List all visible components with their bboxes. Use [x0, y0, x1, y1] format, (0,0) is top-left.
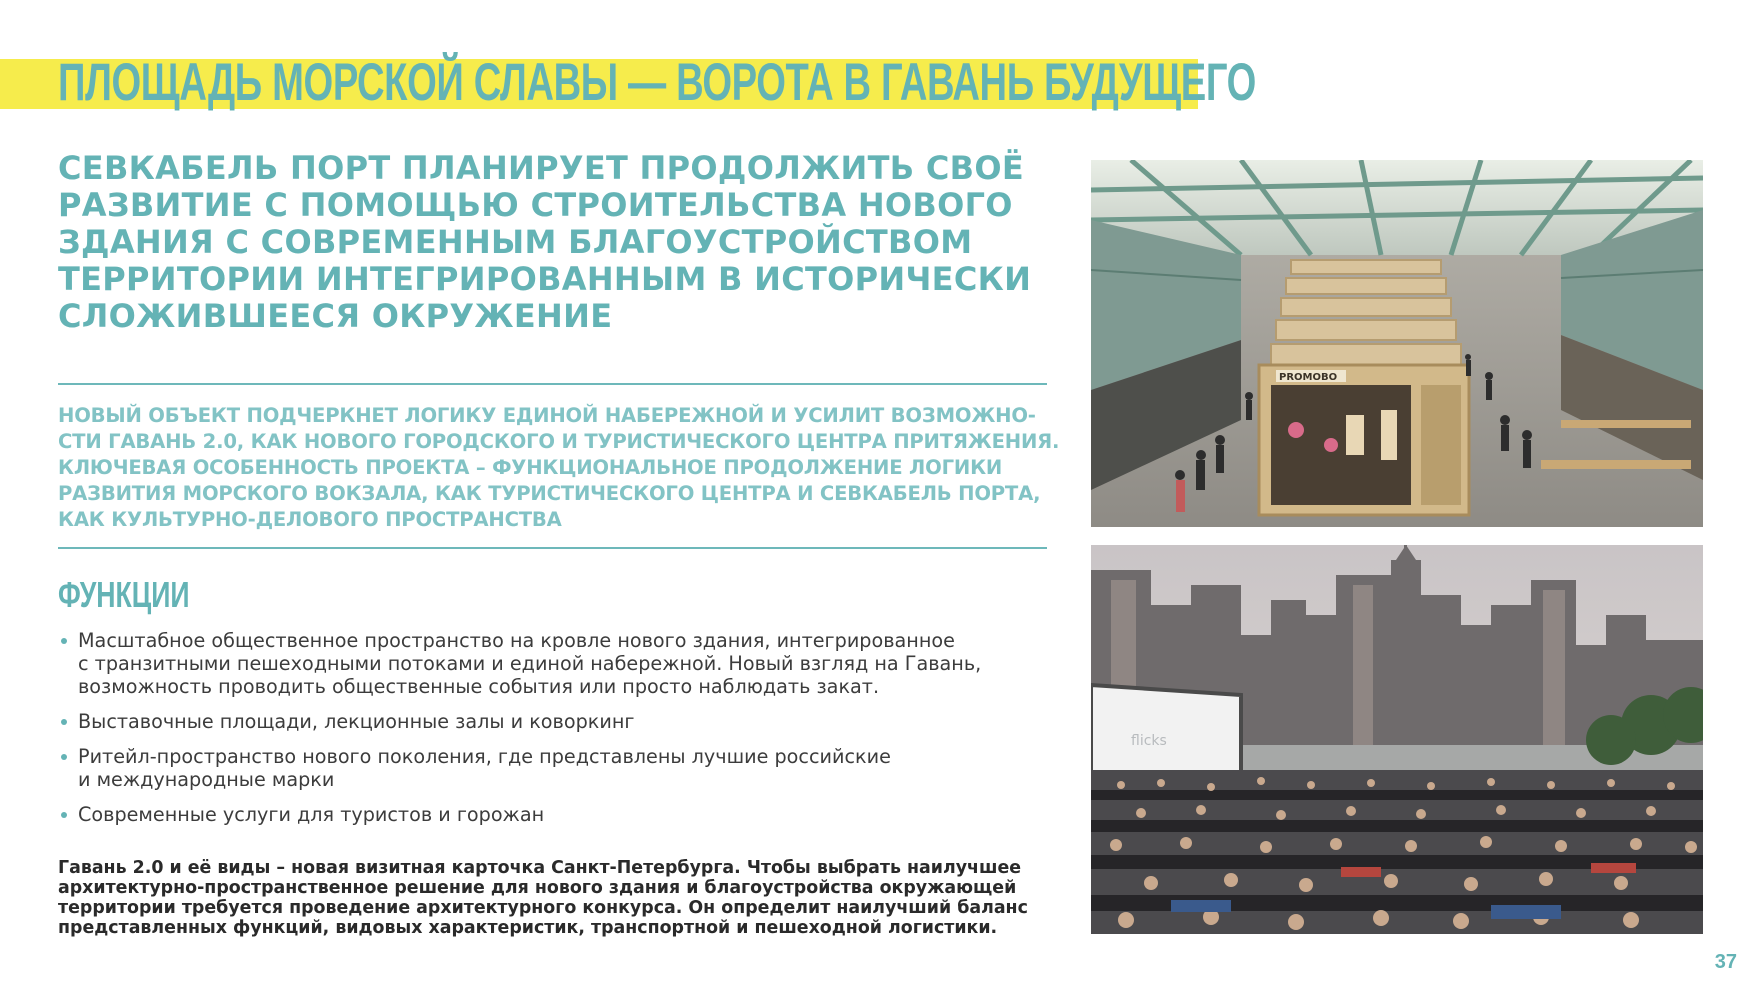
list-item — [58, 803, 1018, 826]
bullet-icon — [61, 812, 67, 818]
bullet-icon — [61, 719, 67, 725]
list-item — [58, 745, 1018, 791]
list-item-text: Современные услуги для туристов и горожан — [78, 803, 545, 826]
functions-heading: ФУНКЦИИ — [58, 574, 190, 615]
sub-lead-paragraph: НОВЫЙ ОБЪЕКТ ПОДЧЕРКНЕТ ЛОГИКУ ЕДИНОЙ НАБЕРЕЖНОЙ И УСИЛИТ ВОЗМОЖНО- СТИ ГАВАНЬ 2.0, КАК НОВОГО ГОРОДСКОГО И ТУРИСТИЧЕСКОГО ЦЕНТРА ПРИТЯЖЕНИЯ. КЛЮЧЕВАЯ ОСОБЕННОСТЬ ПРОЕКТА – ФУНКЦИОНАЛЬНОЕ ПРОДОЛЖЕНИЕ ЛОГИКИ РАЗВИТИЯ МОРСКОГО ВОКЗАЛА, КАК ТУРИСТИЧЕСКОГО ЦЕНТРА И СЕВКАБЕЛЬ ПОРТА, КАК КУЛЬТУРНО-ДЕЛОВОГО ПРОСТРАНСТВА — [58, 404, 1060, 531]
market-hall-photo — [1091, 160, 1703, 527]
lead-paragraph: СЕВКАБЕЛЬ ПОРТ ПЛАНИРУЕТ ПРОДОЛЖИТЬ СВОЁ РАЗВИТИЕ С ПОМОЩЬЮ СТРОИТЕЛЬСТВА НОВОГО ЗДАНИЯ С СОВРЕМЕННЫМ БЛАГОУСТРОЙСТВОМ ТЕРРИТОРИИ ИНТЕГРИРОВАННЫМ В ИСТОРИЧЕСКИ СЛОЖИВШЕЕСЯ ОКРУЖЕНИЕ — [58, 149, 1032, 335]
list-item-text: Ритейл-пространство нового поколения, где представлены лучшие российские и международные марки — [78, 745, 891, 791]
bullet-icon — [61, 754, 67, 760]
page-title: ПЛОЩАДЬ МОРСКОЙ СЛАВЫ — ВОРОТА В ГАВАНЬ БУДУЩЕГО — [58, 53, 1256, 112]
bullet-icon — [61, 638, 67, 644]
outdoor-cinema-photo — [1091, 545, 1703, 934]
list-item-text: Выставочные площади, лекционные залы и коворкинг — [78, 710, 635, 733]
divider-bottom — [58, 547, 1047, 549]
kiosk-sign: PROMOBO — [1279, 372, 1338, 383]
list-item — [58, 710, 1018, 733]
functions-list — [58, 629, 1018, 838]
cinema-screen-text: flicks — [1131, 733, 1167, 749]
closing-paragraph: Гавань 2.0 и её виды – новая визитная карточка Санкт-Петербурга. Чтобы выбрать наилучшее архитектурно-пространственное решение для нового здания и благоустройства окружающей территории требуется проведение архитектурного конкурса. Он определит наилучший баланс представленных функций, видовых характеристик, транспортной и пешеходной логистики. — [58, 858, 1028, 938]
page-number: 37 — [1714, 951, 1737, 973]
list-item — [58, 629, 1018, 698]
list-item-text: Масштабное общественное пространство на кровле нового здания, интегрированное с транзитными пешеходными потоками и единой набережной. Новый взгляд на Гавань, возможность проводить общественные события или просто наблюдать закат. — [78, 629, 982, 698]
divider-top — [58, 383, 1047, 385]
